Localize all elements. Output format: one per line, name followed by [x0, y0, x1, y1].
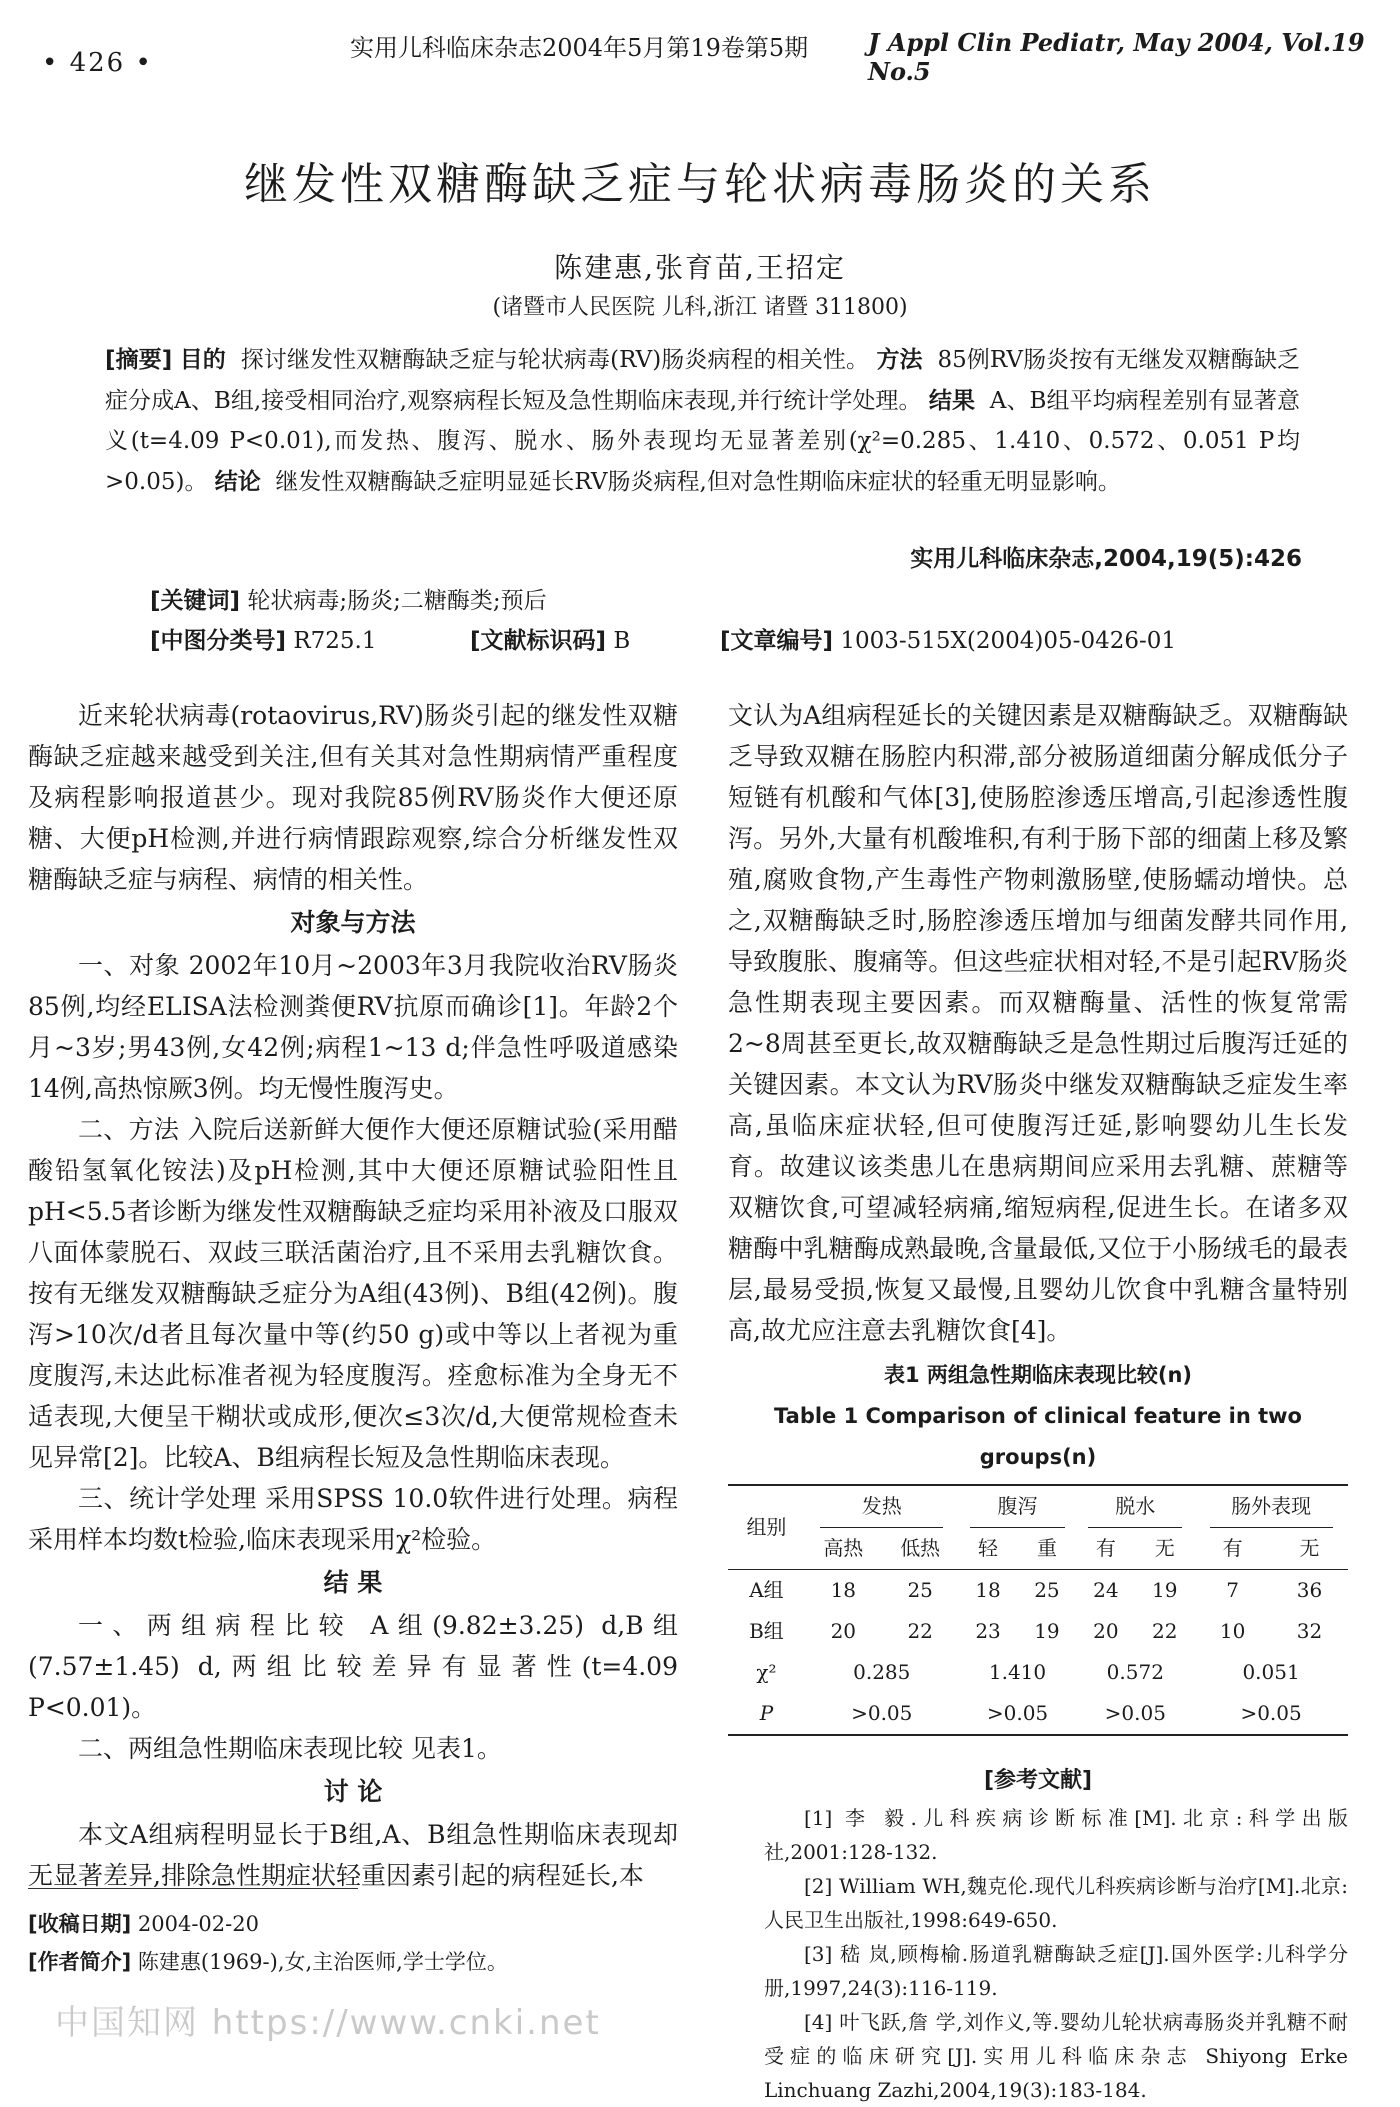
intro-paragraph: 近来轮状病毒(rotaovirus,RV)肠炎引起的继发性双糖酶缺乏症越来越受到关注,但有关其对急性期病情严重程度及病程影响报道甚少。现对我院85例RV肠炎作大便还原糖、大便pH检测,并进行病情跟踪观察,综合分析继发性双糖酶缺乏症与病程、病情的相关性。: [28, 701, 678, 894]
cnki-watermark: 中国知网 https://www.cnki.net: [55, 2003, 601, 2043]
article-title: 继发性双糖酶缺乏症与轮状病毒肠炎的关系: [244, 159, 1156, 210]
table-group-header: 肠外表现: [1210, 1486, 1333, 1528]
methods-text: 85例RV肠炎按有无继发双糖酶缺乏症分成A、B组,接受相同治疗,观察病程长短及急性期临床表现,并行统计学处理。: [105, 347, 1301, 414]
discussion-paragraph-left: 本文A组病程明显长于B组,A、B组急性期临床表现却无显著差异,排除急性期症状轻重因素引起的病程延长,本: [28, 1820, 678, 1890]
table-subheader: 有: [1222, 1536, 1243, 1560]
abstract-label: [摘要]: [105, 347, 173, 373]
table-subheader: 有: [1095, 1536, 1116, 1560]
table-row-label: B组: [749, 1619, 784, 1643]
table-cell: 1.410: [988, 1660, 1047, 1684]
methods-methods-paragraph: 二、方法 入院后送新鲜大便作大便还原糖试验(采用醋酸铅氢氧化铵法)及pH检测,其中大便还原糖试验阳性且pH<5.5者诊断为继发性双糖酶缺乏症均采用补液及口服双八面体蒙脱石、双歧三联活菌治疗,且不采用去乳糖饮食。按有无继发双糖酶缺乏症分为A组(43例)、B组(42例)。腹泻>10次/d者且每次量中等(约50 g)或中等以上者视为重度腹泻,未达此标准者视为轻度腹泻。痊愈标准为全身无不适表现,大便呈干糊状或成形,便次≤3次/d,大便常规检查未见异常[2]。比较A、B组病程长短及急性期临床表现。: [28, 1115, 678, 1472]
table-cell: 25: [907, 1578, 933, 1602]
table-cell: 18: [975, 1578, 1001, 1602]
right-column: [728, 695, 1348, 2107]
article-no-line: [720, 622, 1176, 655]
table-row: [728, 1693, 1348, 1735]
affiliation: (诸暨市人民医院 儿科,浙江 诸暨 311800): [492, 295, 908, 320]
footnote-rule: [28, 1888, 358, 1889]
table-subheader: 高热: [823, 1536, 864, 1560]
table-row: [728, 1611, 1348, 1652]
table-cell: 22: [1151, 1619, 1178, 1643]
clc-value: R725.1: [293, 628, 377, 654]
clc-label: [中图分类号]: [150, 628, 287, 654]
table-group-header: 发热: [820, 1486, 943, 1528]
results-text: A、B组平均病程差别有显著意义(t=4.09 P<0.01),而发热、腹泻、脱水、肠外表现均无显著差别(χ²=0.285、1.410、0.572、0.051 P均>0.05)。: [105, 387, 1301, 495]
table-row-label: P: [759, 1701, 774, 1725]
classification-line: [150, 622, 377, 655]
doc-code-value: B: [613, 628, 631, 654]
section-heading-methods: 对象与方法: [290, 908, 416, 937]
table-subheader: 无: [1299, 1536, 1320, 1560]
table-cell: >0.05: [1104, 1701, 1166, 1725]
discussion-paragraph-right: 文认为A组病程延长的关键因素是双糖酶缺乏。双糖酶缺乏导致双糖在肠腔内积滞,部分被肠道细菌分解成低分子短链有机酸和气体[3],使肠腔渗透压增高,引起渗透性腹泻。另外,大量有机酸堆积,有利于肠下部的细菌上移及繁殖,腐败食物,产生毒性产物刺激肠壁,使肠蠕动增快。总之,双糖酶缺乏时,肠腔渗透压增加与细菌发酵共同作用,导致腹胀、腹痛等。但这些症状相对轻,不是引起RV肠炎急性期表现主要因素。而双糖酶量、活性的恢复常需2~8周甚至更长,故双糖酶缺乏是急性期过后腹泻迁延的关键因素。本文认为RV肠炎中继发双糖酶缺乏症发生率高,虽临床症状轻,但可使腹泻迁延,影响婴幼儿生长发育。故建议该类患儿在患病期间应采用去乳糖、蔗糖等双糖饮食,可望减轻病痛,缩短病程,促进生长。在诸多双糖酶中乳糖酶成熟最晚,含量最低,又位于小肠绒毛的最表层,最易受损,恢复又最慢,且婴幼儿饮食中乳糖含量特别高,故尤应注意去乳糖饮食[4]。: [728, 701, 1348, 1345]
left-column: [28, 695, 678, 1896]
methods-subjects-paragraph: 一、对象 2002年10月~2003年3月我院收治RV肠炎85例,均经ELISA法检测粪便RV抗原而确诊[1]。年龄2个月~3岁;男43例,女42例;病程1~13 d;伴急性呼吸道感染14例,高热惊厥3例。均无慢性腹泻史。: [28, 951, 678, 1103]
objective-text: 探讨继发性双糖酶缺乏症与轮状病毒(RV)肠炎病程的相关性。: [240, 347, 870, 373]
table-cell: 32: [1296, 1619, 1323, 1643]
results-label: 结果: [928, 387, 976, 414]
table-1: [728, 1484, 1348, 1736]
results-paragraph-1: 一、两组病程比较 A组(9.82±3.25) d,B组(7.57±1.45) d,两组比较差异有显著性(t=4.09 P<0.01)。: [28, 1611, 678, 1722]
methods-label: 方法: [876, 347, 923, 373]
table-cell: 19: [1151, 1578, 1178, 1602]
table-cell: 25: [1034, 1578, 1060, 1602]
table-cell: 24: [1093, 1578, 1119, 1602]
table-cell: 20: [830, 1619, 857, 1643]
table-cell: 0.051: [1242, 1660, 1300, 1684]
table-cell: 0.572: [1106, 1660, 1164, 1684]
table-cell: 7: [1226, 1578, 1239, 1602]
reference-item: [1] 李 毅.儿科疾病诊断标准[M].北京:科学出版社,2001:128-132.: [764, 1806, 1348, 1864]
reference-item: [4] 叶飞跃,詹 学,刘作义,等.婴幼儿轮状病毒肠炎并乳糖不耐受症的临床研究[J].实用儿科临床杂志 Shiyong Erke Linchuang Zazhi,2004,19(3):183-184.: [764, 2010, 1348, 2102]
author-info-line: [28, 1946, 508, 1976]
table-group-header: 腹泻: [970, 1486, 1064, 1528]
table-subheader: 低热: [900, 1536, 941, 1560]
references-title: [参考文献]: [983, 1768, 1093, 1793]
received-date: 2004-02-20: [137, 1912, 259, 1936]
table-cell: 18: [830, 1578, 857, 1602]
table-cell: 19: [1034, 1619, 1060, 1643]
received-date-line: [28, 1908, 259, 1938]
table-cell: 36: [1296, 1578, 1323, 1602]
section-heading-results: 结 果: [323, 1568, 383, 1597]
author-info-label: [作者简介]: [28, 1950, 132, 1974]
author-info: 陈建惠(1969-),女,主治医师,学士学位。: [137, 1950, 508, 1974]
table-cell: >0.05: [851, 1701, 913, 1725]
journal-header-en: J Appl Clin Pediatr, May 2004, Vol.19 No.5: [868, 28, 1365, 86]
table-cell: 23: [975, 1619, 1001, 1643]
keywords: 轮状病毒;肠炎;二糖酶类;预后: [247, 588, 547, 614]
table-subheader: 重: [1036, 1536, 1057, 1560]
table-cell: 22: [907, 1619, 933, 1643]
table-cell: 10: [1219, 1619, 1246, 1643]
abstract: [105, 340, 1300, 502]
doc-code-label: [文献标识码]: [470, 628, 607, 654]
conclusion-text: 继发性双糖酶缺乏症明显延长RV肠炎病程,但对急性期临床症状的轻重无明显影响。: [275, 468, 1121, 495]
table-cell: >0.05: [1240, 1701, 1302, 1725]
methods-stats-paragraph: 三、统计学处理 采用SPSS 10.0软件进行处理。病程采用样本均数t检验,临床表现采用χ²检验。: [28, 1484, 678, 1554]
table-subheader: 轻: [978, 1536, 999, 1560]
table-row-label: A组: [749, 1578, 784, 1602]
table-row-label: χ²: [756, 1660, 777, 1684]
table-row: [728, 1652, 1348, 1693]
citation: 实用儿科临床杂志,2004,19(5):426: [910, 546, 1302, 572]
reference-item: [2] William WH,魏克伦.现代儿科疾病诊断与治疗[M].北京:人民卫生出版社,1998:649-650.: [764, 1874, 1348, 1932]
table-cell: 20: [1093, 1619, 1119, 1643]
results-paragraph-2: 二、两组急性期临床表现比较 见表1。: [78, 1734, 502, 1763]
table-row: [728, 1570, 1348, 1612]
received-label: [收稿日期]: [28, 1912, 132, 1936]
table-group-header: 脱水: [1088, 1486, 1182, 1528]
reference-item: [3] 嵇 岚,顾梅榆.肠道乳糖酶缺乏症[J].国外医学:儿科学分册,1997,24(3):116-119.: [764, 1942, 1348, 2000]
page-number: • 426 •: [42, 48, 153, 78]
table-row-header: 组别: [728, 1485, 805, 1570]
table-cell: >0.05: [986, 1701, 1049, 1725]
doc-code-line: [470, 622, 630, 655]
article-no-label: [文章编号]: [720, 628, 834, 654]
keywords-label: [关键词]: [150, 588, 241, 614]
article-no-value: 1003-515X(2004)05-0426-01: [840, 628, 1177, 654]
objective-label: 目的: [179, 347, 226, 373]
table-caption-cn: 表1 两组急性期临床表现比较(n): [883, 1363, 1193, 1387]
authors: 陈建惠,张育苗,王招定: [554, 251, 846, 284]
section-heading-discussion: 讨 论: [323, 1777, 383, 1806]
journal-header-cn: 实用儿科临床杂志2004年5月第19卷第5期: [350, 34, 809, 62]
table-cell: 0.285: [853, 1660, 911, 1684]
table-subheader: 无: [1154, 1536, 1175, 1560]
table-caption-en: Table 1 Comparison of clinical feature in two groups(n): [774, 1404, 1302, 1469]
keywords-line: [150, 582, 547, 615]
conclusion-label: 结论: [214, 468, 261, 495]
